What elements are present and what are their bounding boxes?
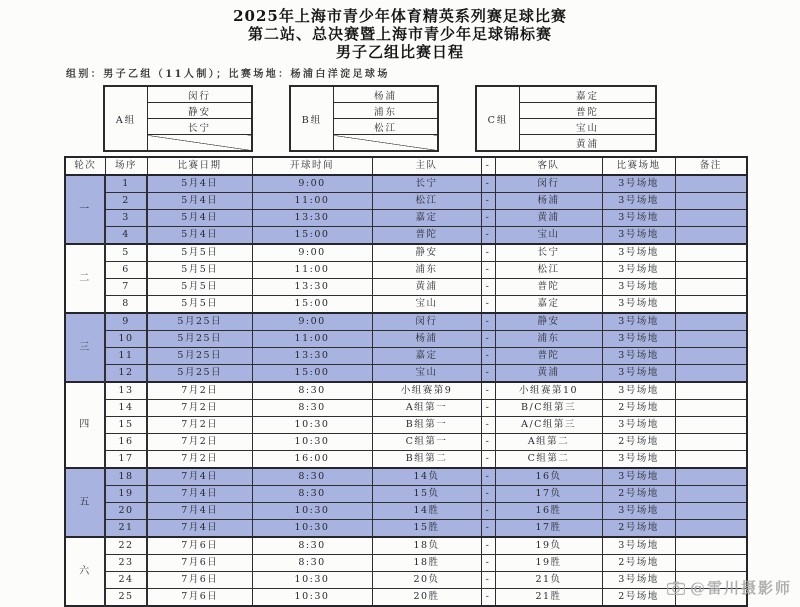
match-date-cell: 7月2日 (147, 382, 252, 400)
vs-separator-cell: - (481, 451, 495, 469)
note-cell (675, 382, 747, 400)
home-team-cell: 14负 (372, 468, 481, 486)
kickoff-time-cell: 8:30 (252, 486, 372, 503)
match-row (65, 572, 747, 589)
note-cell (675, 520, 747, 538)
kickoff-time-cell: 10:30 (252, 589, 372, 607)
match-date-cell: 5月4日 (147, 193, 252, 210)
match-row (65, 279, 747, 296)
vs-separator-cell: - (481, 503, 495, 520)
home-team-cell: B组第一 (372, 417, 481, 434)
vs-separator-cell: - (481, 210, 495, 227)
watermark (667, 577, 792, 598)
match-number-cell: 17 (105, 451, 147, 469)
away-team-cell: 宝山 (495, 227, 602, 245)
away-team-cell: C组第二 (495, 451, 602, 469)
match-number-cell: 1 (105, 175, 147, 193)
match-row (65, 244, 747, 262)
match-row (65, 296, 747, 314)
venue-cell: 2号场地 (602, 400, 675, 417)
venue-cell: 3号场地 (602, 331, 675, 348)
match-date-cell: 5月4日 (147, 227, 252, 245)
vs-separator-cell: - (481, 279, 495, 296)
vs-separator-cell: - (481, 400, 495, 417)
away-team-cell: 浦东 (495, 331, 602, 348)
vs-separator-cell: - (481, 572, 495, 589)
venue-cell: 3号场地 (602, 244, 675, 262)
note-cell (675, 503, 747, 520)
kickoff-time-cell: 8:30 (252, 555, 372, 572)
note-cell (675, 486, 747, 503)
venue-cell: 3号场地 (602, 451, 675, 469)
round-cell: 五 (65, 468, 105, 537)
venue-cell: 3号场地 (602, 365, 675, 383)
round-cell: 三 (65, 313, 105, 382)
match-date-cell: 7月2日 (147, 417, 252, 434)
match-row (65, 503, 747, 520)
home-team-cell: 长宁 (372, 175, 481, 193)
vs-separator-cell: - (481, 417, 495, 434)
note-cell (675, 417, 747, 434)
home-team-cell: 浦东 (372, 262, 481, 279)
vs-separator-cell: - (481, 348, 495, 365)
venue-cell: 2号场地 (602, 486, 675, 503)
home-team-cell: 20负 (372, 572, 481, 589)
kickoff-time-cell: 11:00 (252, 193, 372, 210)
vs-separator-cell: - (481, 382, 495, 400)
match-row (65, 555, 747, 572)
match-row (65, 382, 747, 400)
venue-cell: 3号场地 (602, 279, 675, 296)
group-team-cell: 浦东 (334, 103, 439, 119)
kickoff-time-cell: 8:30 (252, 400, 372, 417)
group-team-cell: 静安 (148, 103, 253, 119)
venue-cell: 3号场地 (602, 382, 675, 400)
match-date-cell: 7月4日 (147, 520, 252, 538)
vs-separator-cell: - (481, 537, 495, 555)
match-date-cell: 7月4日 (147, 486, 252, 503)
venue-cell: 3号场地 (602, 262, 675, 279)
watermark-text: @雷川摄影师 (689, 579, 792, 597)
kickoff-time-cell: 10:30 (252, 572, 372, 589)
kickoff-time-cell: 15:00 (252, 227, 372, 245)
match-row (65, 520, 747, 538)
vs-separator-cell: - (481, 468, 495, 486)
match-date-cell: 5月5日 (147, 279, 252, 296)
away-team-cell: 17胜 (495, 520, 602, 538)
group-table-B组 (289, 85, 439, 152)
home-team-cell: 杨浦 (372, 331, 481, 348)
group-team-cell: 长宁 (148, 119, 253, 135)
match-date-cell: 5月5日 (147, 262, 252, 279)
home-team-cell: 静安 (372, 244, 481, 262)
venue-cell: 3号场地 (602, 210, 675, 227)
home-team-cell: 普陀 (372, 227, 481, 245)
away-team-cell: 19胜 (495, 555, 602, 572)
home-team-cell: 15胜 (372, 520, 481, 538)
kickoff-time-cell: 8:30 (252, 537, 372, 555)
home-team-cell: 18胜 (372, 555, 481, 572)
home-team-cell: 嘉定 (372, 210, 481, 227)
note-cell (675, 348, 747, 365)
match-number-cell: 5 (105, 244, 147, 262)
home-team-cell: 宝山 (372, 365, 481, 383)
col-header-4: 主队 (372, 157, 481, 175)
vs-separator-cell: - (481, 555, 495, 572)
match-number-cell: 24 (105, 572, 147, 589)
note-cell (675, 331, 747, 348)
home-team-cell: B组第二 (372, 451, 481, 469)
venue-cell: 3号场地 (602, 313, 675, 331)
note-cell (675, 400, 747, 417)
home-team-cell: 闵行 (372, 313, 481, 331)
match-row (65, 227, 747, 245)
home-team-cell: 小组赛第9 (372, 382, 481, 400)
col-header-3: 开球时间 (252, 157, 372, 175)
match-date-cell: 5月25日 (147, 348, 252, 365)
away-team-cell: 黄浦 (495, 210, 602, 227)
group-label: A组 (104, 86, 148, 151)
home-team-cell: C组第一 (372, 434, 481, 451)
vs-separator-cell: - (481, 520, 495, 538)
match-date-cell: 5月4日 (147, 175, 252, 193)
home-team-cell: 松江 (372, 193, 481, 210)
kickoff-time-cell: 9:00 (252, 175, 372, 193)
kickoff-time-cell: 13:30 (252, 279, 372, 296)
match-date-cell: 7月2日 (147, 434, 252, 451)
match-row (65, 210, 747, 227)
match-number-cell: 25 (105, 589, 147, 607)
match-number-cell: 7 (105, 279, 147, 296)
away-team-cell: A/C组第三 (495, 417, 602, 434)
match-number-cell: 16 (105, 434, 147, 451)
match-row (65, 193, 747, 210)
match-date-cell: 7月6日 (147, 589, 252, 607)
away-team-cell: 嘉定 (495, 296, 602, 314)
vs-separator-cell: - (481, 331, 495, 348)
match-date-cell: 7月6日 (147, 555, 252, 572)
col-header-5: - (481, 157, 495, 175)
kickoff-time-cell: 16:00 (252, 451, 372, 469)
schedule-table (64, 156, 748, 607)
match-row (65, 486, 747, 503)
match-number-cell: 11 (105, 348, 147, 365)
group-label: C组 (476, 86, 520, 151)
home-team-cell: 黄浦 (372, 279, 481, 296)
home-team-cell: 15负 (372, 486, 481, 503)
vs-separator-cell: - (481, 296, 495, 314)
match-number-cell: 23 (105, 555, 147, 572)
match-row (65, 400, 747, 417)
match-date-cell: 7月2日 (147, 400, 252, 417)
home-team-cell: 14胜 (372, 503, 481, 520)
away-team-cell: 普陀 (495, 279, 602, 296)
match-row (65, 262, 747, 279)
kickoff-time-cell: 15:00 (252, 365, 372, 383)
match-date-cell: 7月4日 (147, 468, 252, 486)
away-team-cell: 静安 (495, 313, 602, 331)
away-team-cell: 长宁 (495, 244, 602, 262)
vs-separator-cell: - (481, 193, 495, 210)
col-header-0: 轮次 (65, 157, 105, 175)
vs-separator-cell: - (481, 227, 495, 245)
kickoff-time-cell: 15:00 (252, 296, 372, 314)
away-team-cell: 普陀 (495, 348, 602, 365)
home-team-cell: 宝山 (372, 296, 481, 314)
note-cell (675, 279, 747, 296)
match-number-cell: 14 (105, 400, 147, 417)
match-number-cell: 18 (105, 468, 147, 486)
match-row (65, 537, 747, 555)
match-number-cell: 19 (105, 486, 147, 503)
note-cell (675, 555, 747, 572)
match-number-cell: 20 (105, 503, 147, 520)
note-cell (675, 175, 747, 193)
match-number-cell: 12 (105, 365, 147, 383)
match-date-cell: 7月4日 (147, 503, 252, 520)
col-header-6: 客队 (495, 157, 602, 175)
vs-separator-cell: - (481, 175, 495, 193)
match-number-cell: 9 (105, 313, 147, 331)
kickoff-time-cell: 11:00 (252, 262, 372, 279)
venue-cell: 2号场地 (602, 434, 675, 451)
away-team-cell: 19负 (495, 537, 602, 555)
note-cell (675, 434, 747, 451)
kickoff-time-cell: 10:30 (252, 503, 372, 520)
venue-cell: 3号场地 (602, 348, 675, 365)
round-cell: 四 (65, 382, 105, 468)
kickoff-time-cell: 10:30 (252, 434, 372, 451)
note-cell (675, 537, 747, 555)
round-cell: 二 (65, 244, 105, 313)
note-cell (675, 244, 747, 262)
match-row (65, 468, 747, 486)
match-number-cell: 10 (105, 331, 147, 348)
vs-separator-cell: - (481, 365, 495, 383)
kickoff-time-cell: 9:00 (252, 313, 372, 331)
match-row (65, 434, 747, 451)
group-team-cell: 普陀 (520, 103, 657, 119)
note-cell (675, 210, 747, 227)
venue-cell: 3号场地 (602, 296, 675, 314)
group-table-A组 (103, 85, 253, 152)
group-team-cell: 闵行 (148, 86, 253, 103)
match-number-cell: 22 (105, 537, 147, 555)
col-header-8: 备注 (675, 157, 747, 175)
match-row (65, 417, 747, 434)
home-team-cell: 18负 (372, 537, 481, 555)
away-team-cell: 16胜 (495, 503, 602, 520)
match-row (65, 313, 747, 331)
match-number-cell: 13 (105, 382, 147, 400)
venue-cell: 3号场地 (602, 417, 675, 434)
group-table-C组 (475, 85, 657, 152)
match-row (65, 175, 747, 193)
vs-separator-cell: - (481, 244, 495, 262)
match-row (65, 451, 747, 469)
venue-cell: 3号场地 (602, 572, 675, 589)
venue-cell: 3号场地 (602, 227, 675, 245)
document-title (0, 0, 800, 61)
note-cell (675, 468, 747, 486)
vs-separator-cell: - (481, 589, 495, 607)
col-header-1: 场序 (105, 157, 147, 175)
group-label: B组 (290, 86, 334, 151)
group-tables (103, 85, 800, 152)
note-cell (675, 227, 747, 245)
group-team-cell: 嘉定 (520, 86, 657, 103)
home-team-cell: 20胜 (372, 589, 481, 607)
kickoff-time-cell: 10:30 (252, 520, 372, 538)
home-team-cell: A组第一 (372, 400, 481, 417)
vs-separator-cell: - (481, 313, 495, 331)
group-and-venue-info: 组别：男子乙组（11人制）；比赛场地：杨浦白洋淀足球场 (66, 69, 390, 80)
vs-separator-cell: - (481, 434, 495, 451)
match-date-cell: 5月25日 (147, 313, 252, 331)
venue-cell: 2号场地 (602, 555, 675, 572)
match-date-cell: 7月2日 (147, 451, 252, 469)
away-team-cell: A组第二 (495, 434, 602, 451)
match-date-cell: 5月25日 (147, 331, 252, 348)
match-row (65, 365, 747, 383)
note-cell (675, 296, 747, 314)
away-team-cell: 21负 (495, 572, 602, 589)
venue-cell: 2号场地 (602, 520, 675, 538)
venue-cell: 3号场地 (602, 468, 675, 486)
match-number-cell: 3 (105, 210, 147, 227)
note-cell (675, 313, 747, 331)
match-number-cell: 4 (105, 227, 147, 245)
match-date-cell: 5月5日 (147, 244, 252, 262)
venue-cell: 3号场地 (602, 503, 675, 520)
group-empty-cell (148, 135, 253, 152)
match-date-cell: 5月5日 (147, 296, 252, 314)
away-team-cell: 21胜 (495, 589, 602, 607)
away-team-cell: 黄浦 (495, 365, 602, 383)
kickoff-time-cell: 11:00 (252, 331, 372, 348)
kickoff-time-cell: 13:30 (252, 348, 372, 365)
venue-cell: 2号场地 (602, 589, 675, 607)
col-header-7: 比赛场地 (602, 157, 675, 175)
match-row (65, 589, 747, 607)
title-line-1: 2025年上海市青少年体育精英系列赛足球比赛 (233, 7, 567, 25)
note-cell (675, 262, 747, 279)
round-cell: 一 (65, 175, 105, 244)
note-cell (675, 193, 747, 210)
home-team-cell: 嘉定 (372, 348, 481, 365)
away-team-cell: B/C组第三 (495, 400, 602, 417)
group-team-cell: 松江 (334, 119, 439, 135)
match-date-cell: 5月25日 (147, 365, 252, 383)
group-team-cell: 黄浦 (520, 135, 657, 152)
venue-cell: 3号场地 (602, 193, 675, 210)
match-date-cell: 7月6日 (147, 537, 252, 555)
away-team-cell: 松江 (495, 262, 602, 279)
group-team-cell: 宝山 (520, 119, 657, 135)
match-row (65, 331, 747, 348)
group-team-cell: 杨浦 (334, 86, 439, 103)
kickoff-time-cell: 10:30 (252, 417, 372, 434)
note-cell (675, 365, 747, 383)
away-team-cell: 杨浦 (495, 193, 602, 210)
away-team-cell: 闵行 (495, 175, 602, 193)
round-cell: 六 (65, 537, 105, 606)
kickoff-time-cell: 9:00 (252, 244, 372, 262)
match-number-cell: 21 (105, 520, 147, 538)
venue-cell: 3号场地 (602, 175, 675, 193)
kickoff-time-cell: 13:30 (252, 210, 372, 227)
kickoff-time-cell: 8:30 (252, 468, 372, 486)
vs-separator-cell: - (481, 486, 495, 503)
title-line-2: 第二站、总决赛暨上海市青少年足球锦标赛 (247, 25, 552, 43)
col-header-2: 比赛日期 (147, 157, 252, 175)
match-date-cell: 5月4日 (147, 210, 252, 227)
match-number-cell: 15 (105, 417, 147, 434)
note-cell (675, 451, 747, 469)
venue-cell: 3号场地 (602, 537, 675, 555)
group-empty-cell (334, 135, 439, 152)
title-line-3: 男子乙组比赛日程 (335, 43, 464, 61)
match-number-cell: 2 (105, 193, 147, 210)
match-number-cell: 6 (105, 262, 147, 279)
vs-separator-cell: - (481, 262, 495, 279)
away-team-cell: 小组赛第10 (495, 382, 602, 400)
kickoff-time-cell: 8:30 (252, 382, 372, 400)
match-date-cell: 7月6日 (147, 572, 252, 589)
camera-icon (667, 581, 685, 595)
match-number-cell: 8 (105, 296, 147, 314)
match-row (65, 348, 747, 365)
away-team-cell: 16负 (495, 468, 602, 486)
away-team-cell: 17负 (495, 486, 602, 503)
